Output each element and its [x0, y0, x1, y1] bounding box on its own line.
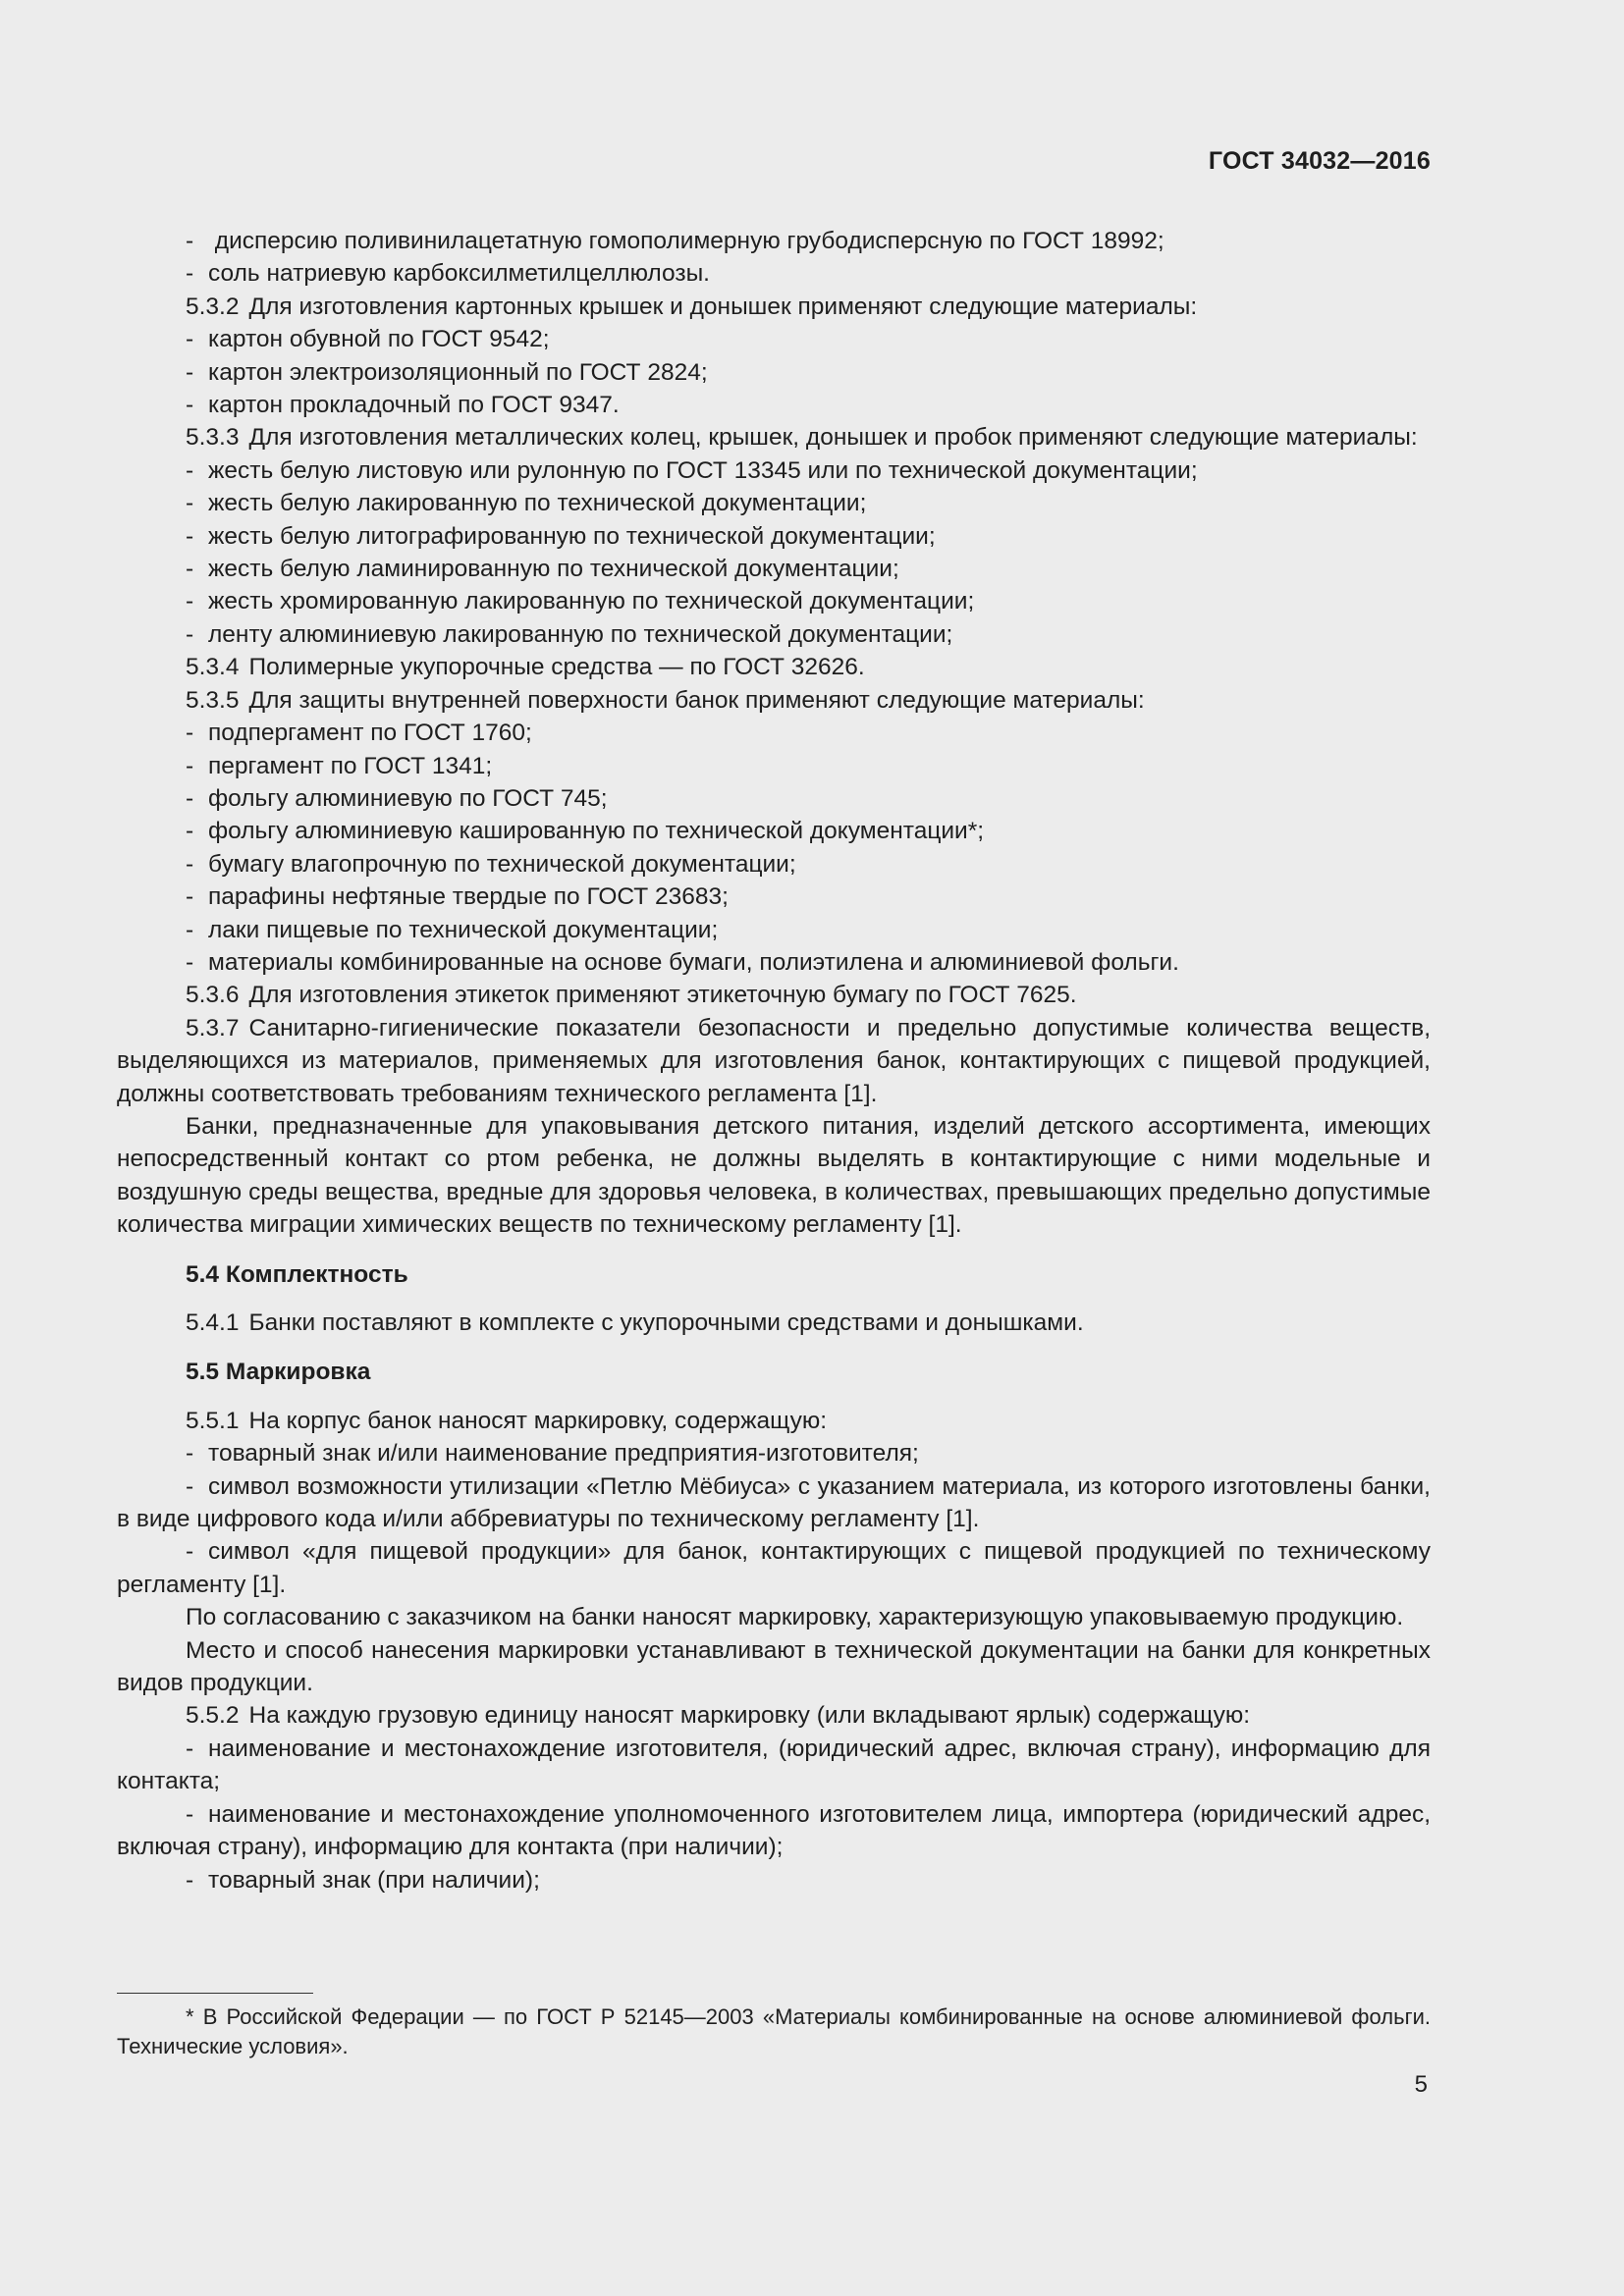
- list-item-text: символ «для пищевой продукции» для банок, контактирующих с пищевой продукцией по техническому регламенту [1].: [117, 1538, 1431, 1598]
- section-heading: 5.5 Маркировка: [186, 1359, 371, 1386]
- list-item-text: жесть белую литографированную по технической документации;: [208, 522, 936, 550]
- paragraph-text: На корпус банок наносят маркировку, содержащую:: [248, 1407, 828, 1434]
- list-item-text: дисперсию поливинилацетатную гомополимерную грубодисперсную по ГОСТ 18992;: [208, 228, 1164, 254]
- numbered-clause: [117, 1699, 1431, 1732]
- list-dash: -: [186, 948, 194, 976]
- list-item: [117, 946, 1431, 979]
- paragraph-text: Для изготовления картонных крышек и донышек применяют следующие материалы:: [248, 293, 1198, 320]
- list-dash: -: [186, 1440, 194, 1468]
- list-dash: -: [186, 392, 194, 419]
- paragraph-text: На каждую грузовую единицу наносят маркировку (или вкладывают ярлык) содержащую:: [248, 1702, 1251, 1730]
- footnote: * В Российской Федерации — по ГОСТ Р 52145—2003 «Материалы комбинированные на основе алюминиевой фольги. Технические условия».: [117, 2004, 1431, 2058]
- clause-number: 5.3.3: [186, 424, 240, 452]
- list-item-text: пергамент по ГОСТ 1341;: [208, 752, 493, 779]
- list-item: [117, 225, 1431, 257]
- paragraph-text: Банки, предназначенные для упаковывания детского питания, изделий детского ассортимента, имеющих непосредственный контакт со ртом ребенка, не должны выделять в контактирующие с ними модельные и воздушную среды вещества, вредные для здоровья человека, в количествах, превышающих предельно допустимые количества миграции химических веществ по техническому регламенту [1].: [117, 1112, 1431, 1239]
- clause-number: 5.3.2: [186, 293, 240, 320]
- list-item-text: подпергамент по ГОСТ 1760;: [208, 720, 532, 747]
- numbered-clause: [117, 979, 1431, 1011]
- list-dash: -: [186, 818, 194, 845]
- list-item: [117, 520, 1431, 553]
- list-dash: -: [186, 1735, 194, 1762]
- paragraph-text: Санитарно-гигиенические показатели безопасности и предельно допустимые количества веществ, выделяющихся из материалов, применяемых для изготовления банок, контактирующих с пищевой продукцией, должны соответствовать требованиям технического регламента [1].: [117, 1014, 1431, 1107]
- list-item: [117, 454, 1431, 487]
- list-item-text: ленту алюминиевую лакированную по технической документации;: [208, 620, 953, 648]
- list-item: [117, 717, 1431, 749]
- list-dash: -: [186, 326, 194, 353]
- clause-number: 5.3.5: [186, 686, 240, 714]
- clause-number: 5.3.4: [186, 654, 240, 681]
- list-item: [117, 750, 1431, 782]
- footnote-divider: [117, 1993, 313, 1994]
- numbered-clause: [117, 651, 1431, 683]
- list-item-text: жесть белую ламинированную по технической документации;: [208, 556, 899, 583]
- list-item-text: жесть белую листовую или рулонную по ГОСТ 13345 или по технической документации;: [208, 456, 1198, 484]
- list-item-text: фольгу алюминиевую кашированную по технической документации*;: [208, 818, 985, 845]
- paragraph-text: Для защиты внутренней поверхности банок применяют следующие материалы:: [248, 686, 1145, 714]
- list-dash: -: [186, 522, 194, 550]
- list-item-text: символ возможности утилизации «Петлю Мёбиуса» с указанием материала, из которого изготовлены банки, в виде цифрового кода и/или аббревиатуры по техническому регламенту [1].: [117, 1472, 1431, 1533]
- paragraph-text: Банки поставляют в комплекте с укупорочными средствами и донышками.: [248, 1309, 1084, 1336]
- clause-number: 5.5.1: [186, 1407, 240, 1434]
- list-dash: -: [186, 752, 194, 779]
- clause-number: 5.3.6: [186, 982, 240, 1009]
- list-dash: -: [186, 556, 194, 583]
- list-dash: -: [186, 1866, 194, 1894]
- list-item-text: картон прокладочный по ГОСТ 9347.: [208, 392, 620, 419]
- numbered-clause: [117, 1307, 1431, 1339]
- list-item-text: товарный знак и/или наименование предприятия-изготовителя;: [208, 1440, 919, 1468]
- numbered-clause: [117, 291, 1431, 323]
- numbered-clause: [117, 1012, 1431, 1110]
- list-item-text: лаки пищевые по технической документации;: [208, 916, 719, 943]
- list-item: [117, 389, 1431, 421]
- list-item: [117, 618, 1431, 651]
- paragraph: [117, 1634, 1431, 1700]
- list-item: [117, 553, 1431, 585]
- list-dash: -: [186, 850, 194, 878]
- list-item-text: фольгу алюминиевую по ГОСТ 745;: [208, 784, 608, 812]
- list-item-text: материалы комбинированные на основе бумаги, полиэтилена и алюминиевой фольги.: [208, 948, 1179, 976]
- paragraph: [117, 1601, 1431, 1633]
- list-item-text: картон обувной по ГОСТ 9542;: [208, 326, 550, 353]
- list-dash: -: [186, 228, 194, 254]
- list-item-text: парафины нефтяные твердые по ГОСТ 23683;: [208, 883, 729, 911]
- list-item: [117, 1437, 1431, 1469]
- list-dash: -: [186, 620, 194, 648]
- list-dash: -: [186, 1538, 194, 1566]
- section-heading: 5.4 Комплектность: [186, 1260, 408, 1288]
- standard-designation: ГОСТ 34032—2016: [1208, 147, 1431, 175]
- list-item: [117, 585, 1431, 617]
- paragraph: [117, 1110, 1431, 1242]
- document-body: [117, 225, 1431, 1896]
- list-item: [117, 1733, 1431, 1798]
- list-item-text: соль натриевую карбоксилметилцеллюлозы.: [208, 260, 710, 288]
- list-item-text: бумагу влагопрочную по технической документации;: [208, 850, 796, 878]
- clause-number: 5.3.7: [186, 1014, 240, 1041]
- list-item: [117, 1470, 1431, 1536]
- list-dash: -: [186, 588, 194, 615]
- list-item: [117, 848, 1431, 881]
- list-item-text: наименование и местонахождение уполномоченного изготовителем лица, импортера (юридический адрес, включая страну), информацию для контакта (при наличии);: [117, 1800, 1431, 1861]
- list-item-text: картон электроизоляционный по ГОСТ 2824;: [208, 358, 708, 386]
- paragraph-text: Место и способ нанесения маркировки устанавливают в технической документации на банки для конкретных видов продукции.: [117, 1636, 1431, 1697]
- paragraph-text: Для изготовления металлических колец, крышек, донышек и пробок применяют следующие материалы:: [248, 424, 1418, 452]
- list-dash: -: [186, 1472, 194, 1500]
- list-item-text: наименование и местонахождение изготовителя, (юридический адрес, включая страну), информацию для контакта;: [117, 1735, 1431, 1795]
- paragraph-text: Для изготовления этикеток применяют этикеточную бумагу по ГОСТ 7625.: [248, 982, 1077, 1009]
- list-item-text: жесть хромированную лакированную по технической документации;: [208, 588, 975, 615]
- list-item: [117, 1864, 1431, 1896]
- list-item: [117, 782, 1431, 815]
- list-dash: -: [186, 720, 194, 747]
- list-item-text: товарный знак (при наличии);: [208, 1866, 540, 1894]
- list-dash: -: [186, 490, 194, 517]
- list-item: [117, 1798, 1431, 1864]
- list-item: [117, 323, 1431, 355]
- list-item: [117, 356, 1431, 389]
- numbered-clause: [117, 421, 1431, 454]
- numbered-clause: [117, 1405, 1431, 1437]
- list-item: [117, 914, 1431, 946]
- list-item: [117, 257, 1431, 290]
- paragraph-text: По согласованию с заказчиком на банки наносят маркировку, характеризующую упаковываемую продукцию.: [186, 1604, 1404, 1631]
- list-item: [117, 487, 1431, 519]
- list-item: [117, 1535, 1431, 1601]
- clause-number: 5.5.2: [186, 1702, 240, 1730]
- list-dash: -: [186, 260, 194, 288]
- list-dash: -: [186, 784, 194, 812]
- list-dash: -: [186, 456, 194, 484]
- list-dash: -: [186, 1800, 194, 1828]
- list-dash: -: [186, 883, 194, 911]
- clause-number: 5.4.1: [186, 1309, 240, 1336]
- list-dash: -: [186, 358, 194, 386]
- page-number: 5: [1414, 2071, 1428, 2098]
- list-item-text: жесть белую лакированную по технической документации;: [208, 490, 867, 517]
- numbered-clause: [117, 684, 1431, 717]
- list-item: [117, 881, 1431, 913]
- list-dash: -: [186, 916, 194, 943]
- list-item: [117, 815, 1431, 847]
- paragraph-text: Полимерные укупорочные средства — по ГОСТ 32626.: [248, 654, 865, 681]
